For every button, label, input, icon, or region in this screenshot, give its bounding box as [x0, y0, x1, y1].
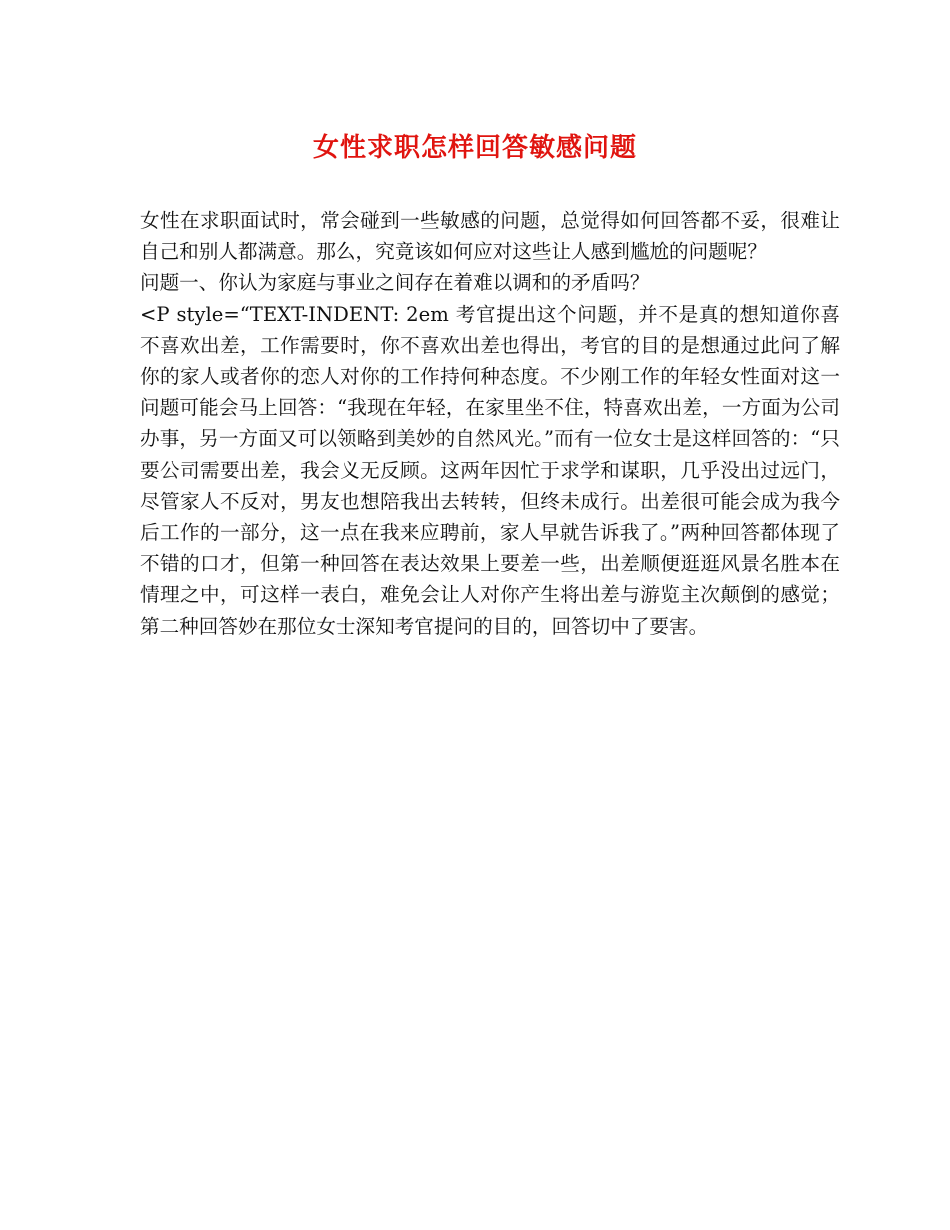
document-title: 女性求职怎样回答敏感问题	[312, 133, 637, 163]
answer-paragraph: <P style=“TEXT-INDENT: 2em 考官提出这个问题，并不是真的想知道你喜不喜欢出差，工作需要时，你不喜欢出差也得出，考官的目的是想通过此问了解你的家人或者你的恋人对你的工作持何种态度。不少刚工作的年轻女性面对这一问题可能会马上回答：“我现在年轻，在家里坐不住，特喜欢出差，一方面为公司办事，另一方面又可以领略到美妙的自然风光。”而有一位女士是这样回答的：“只要公司需要出差，我会义无反顾。这两年因忙于求学和谋职，几乎没出过远门，尽管家人不反对，男友也想陪我出去转转，但终未成行。出差很可能会成为我今后工作的一部分，这一点在我来应聘前，家人早就告诉我了。”两种回答都体现了不错的口才，但第一种回答在表达效果上要差一些，出差顺便逛逛风景名胜本在情理之中，可这样一表白，难免会让人对你产生将出差与游览主次颠倒的感觉；第二种回答妙在那位女士深知考官提问的目的，回答切中了要害。	[140, 302, 840, 638]
document-body	[140, 205, 840, 642]
intro-paragraph: 女性在求职面试时，常会碰到一些敏感的问题，总觉得如何回答都不妥，很难让自己和别人都满意。那么，究竟该如何应对这些让人感到尴尬的问题呢？	[140, 209, 840, 264]
question-heading: 问题一、你认为家庭与事业之间存在着难以调和的矛盾吗？	[140, 271, 650, 295]
